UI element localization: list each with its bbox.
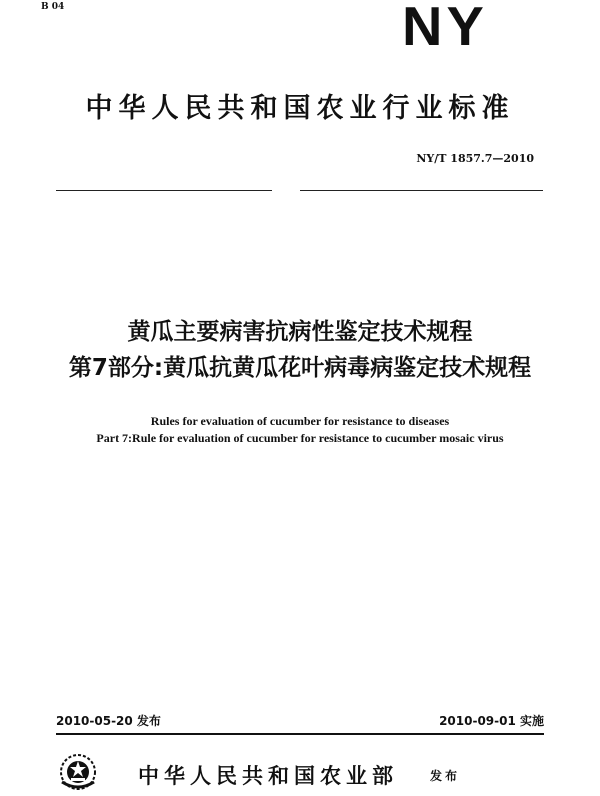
document-title-en-line1: Rules for evaluation of cucumber for resistance to diseases: [150, 414, 450, 428]
standard-code-logo: NY: [402, 0, 488, 57]
footer-rule: [56, 733, 544, 735]
header-rule-left: [56, 190, 272, 191]
national-emblem-icon: [56, 752, 100, 792]
publisher-suffix: 发布: [430, 769, 461, 783]
standard-title: 中华人民共和国农业行业标准: [85, 93, 515, 124]
publisher-name: 中华人民共和国农业部: [138, 764, 398, 788]
header-rule-right: [300, 190, 543, 191]
issue-date: 2010-05-20 发布: [56, 714, 161, 728]
standard-number: NY/T 1857.7—2010: [416, 152, 534, 165]
classification-code: B 04: [41, 2, 65, 12]
document-title-zh-line1: 黄瓜主要病害抗病性鉴定技术规程: [127, 319, 473, 345]
document-title-zh-line2: 第7部分:黄瓜抗黄瓜花叶病毒病鉴定技术规程: [68, 355, 532, 381]
implementation-date: 2010-09-01 实施: [439, 714, 544, 728]
document-title-en-line2: Part 7:Rule for evaluation of cucumber for resistance to cucumber mosaic virus: [96, 431, 504, 445]
